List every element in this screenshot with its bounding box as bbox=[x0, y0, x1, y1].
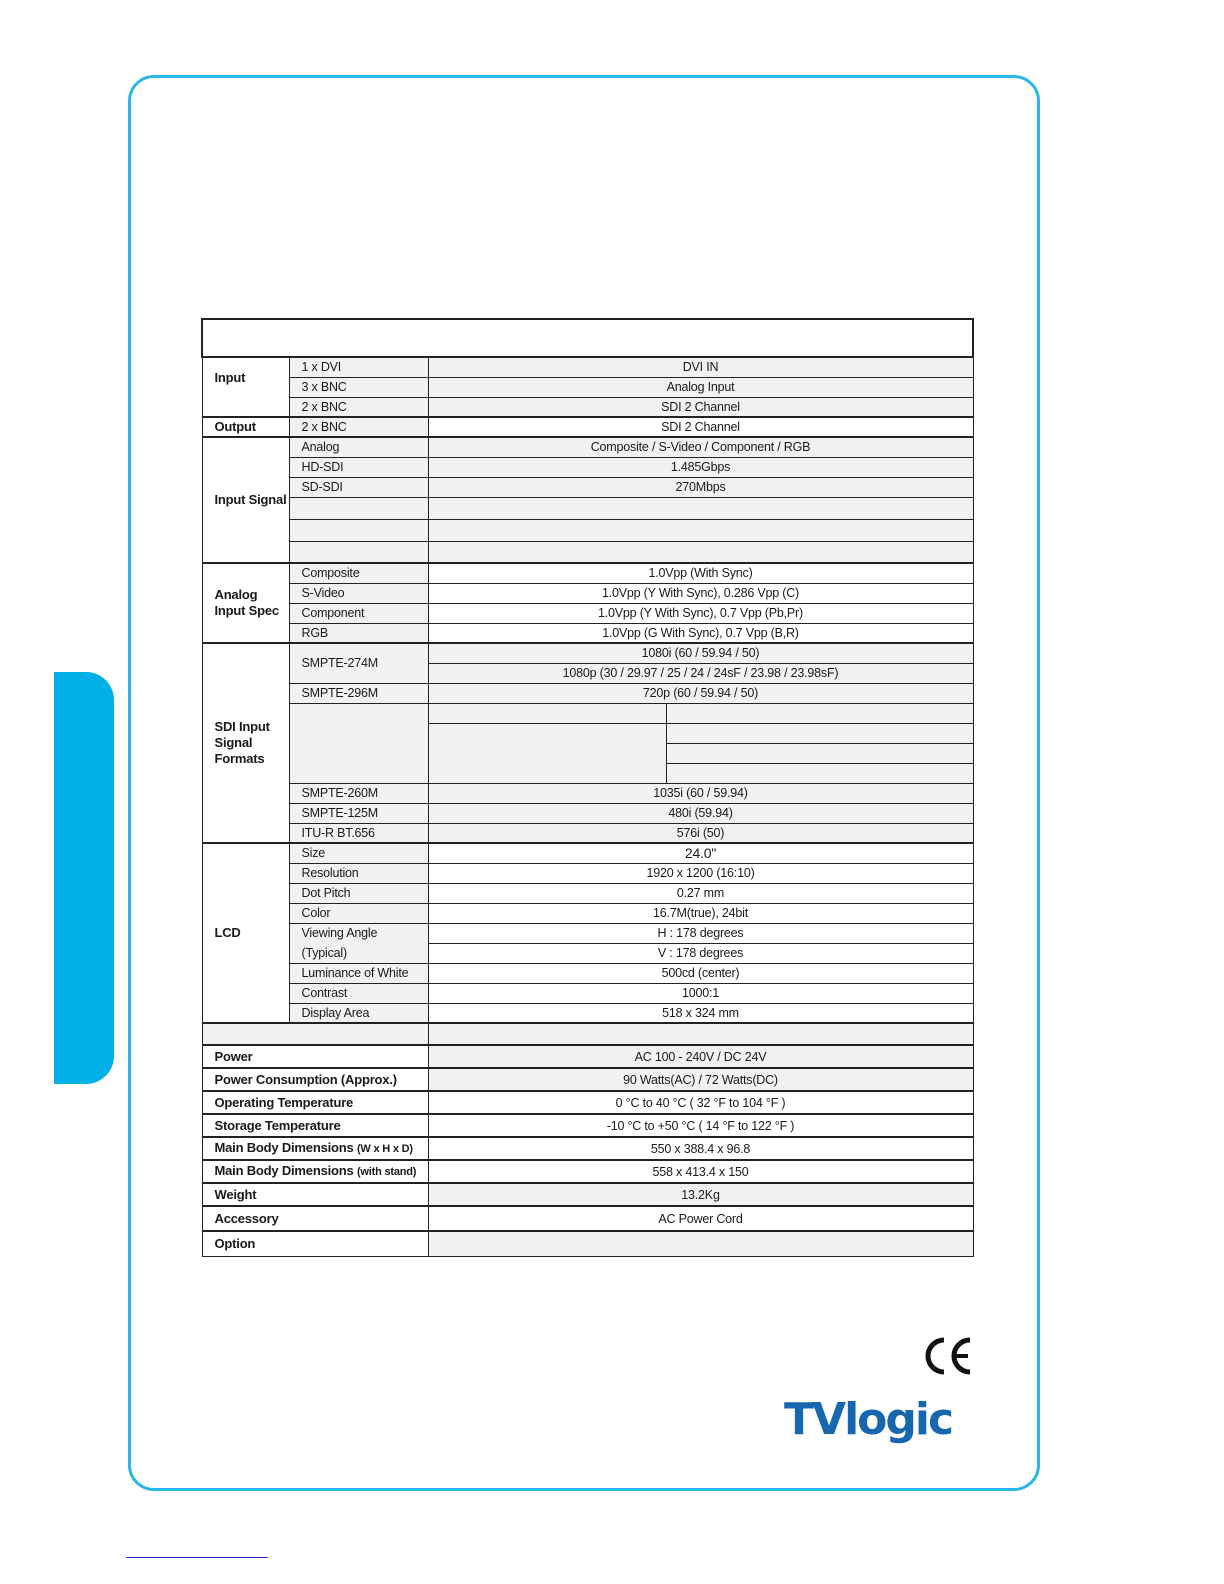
table-row bbox=[202, 703, 973, 723]
row-label: Display Area bbox=[289, 1003, 428, 1023]
label-text: Main Body Dimensions bbox=[214, 1163, 354, 1178]
row-value: 1.0Vpp (With Sync) bbox=[428, 563, 973, 583]
table-row bbox=[202, 1068, 973, 1091]
category-input: Input bbox=[202, 357, 289, 417]
row-label: Analog bbox=[289, 437, 428, 457]
row-label: 3 x BNC bbox=[289, 377, 428, 397]
value-operating-temperature: 0 °C to 40 °C ( 32 °F to 104 °F ) bbox=[428, 1091, 973, 1114]
table-row bbox=[202, 643, 973, 663]
table-row bbox=[202, 683, 973, 703]
table-header bbox=[202, 319, 973, 357]
table-row bbox=[202, 603, 973, 623]
value-main-body-dimensions: 550 x 388.4 x 96.8 bbox=[428, 1137, 973, 1160]
table-row bbox=[202, 477, 973, 497]
footer-line bbox=[126, 1557, 268, 1558]
row-label: Resolution bbox=[289, 863, 428, 883]
table-row bbox=[202, 519, 973, 541]
table-row bbox=[202, 437, 973, 457]
value-option bbox=[428, 1231, 973, 1256]
table-row bbox=[202, 1023, 973, 1045]
row-label: ITU-R BT.656 bbox=[289, 823, 428, 843]
label-text: Main Body Dimensions bbox=[214, 1140, 354, 1155]
row-label: 2 x BNC bbox=[289, 417, 428, 437]
row-value: 1.485Gbps bbox=[428, 457, 973, 477]
table-row bbox=[202, 843, 973, 863]
row-value: Analog Input bbox=[428, 377, 973, 397]
table-row bbox=[202, 863, 973, 883]
table-row bbox=[202, 923, 973, 943]
table-row bbox=[202, 1114, 973, 1137]
row-value: DVI IN bbox=[428, 357, 973, 377]
category-input-signal: Input Signal bbox=[202, 437, 289, 563]
value-storage-temperature: -10 °C to +50 °C ( 14 °F to 122 °F ) bbox=[428, 1114, 973, 1137]
category-lcd: LCD bbox=[202, 843, 289, 1023]
ce-mark-icon bbox=[922, 1336, 974, 1376]
table-row bbox=[202, 903, 973, 923]
table-row bbox=[202, 457, 973, 477]
table-row bbox=[202, 1045, 973, 1068]
row-value: 1000:1 bbox=[428, 983, 973, 1003]
category-sdi-input-signal-formats: SDI Input Signal Formats bbox=[202, 643, 289, 843]
label-suffix: (with stand) bbox=[356, 1166, 417, 1178]
table-header-row bbox=[202, 319, 973, 357]
side-tab bbox=[54, 672, 114, 1084]
row-value: SDI 2 Channel bbox=[428, 417, 973, 437]
table-row bbox=[202, 417, 973, 437]
table-row bbox=[202, 541, 973, 563]
row-value: 576i (50) bbox=[428, 823, 973, 843]
table-row bbox=[202, 823, 973, 843]
category-output: Output bbox=[202, 417, 289, 437]
table-row bbox=[202, 497, 973, 519]
category-analog-input-spec: Analog Input Spec bbox=[202, 563, 289, 643]
label-main-body-dimensions bbox=[202, 1137, 428, 1160]
row-value: 720p (60 / 59.94 / 50) bbox=[428, 683, 973, 703]
table-row bbox=[202, 583, 973, 603]
row-value: 1080i (60 / 59.94 / 50) bbox=[428, 643, 973, 663]
value-power: AC 100 - 240V / DC 24V bbox=[428, 1045, 973, 1068]
row-value: Composite / S-Video / Component / RGB bbox=[428, 437, 973, 457]
value-weight: 13.2Kg bbox=[428, 1183, 973, 1206]
table-row bbox=[202, 1137, 973, 1160]
table-row bbox=[202, 783, 973, 803]
row-value: 1035i (60 / 59.94) bbox=[428, 783, 973, 803]
row-value: 1.0Vpp (Y With Sync), 0.7 Vpp (Pb,Pr) bbox=[428, 603, 973, 623]
row-label: SMPTE-274M bbox=[289, 643, 428, 683]
table-row bbox=[202, 803, 973, 823]
table-row bbox=[202, 1183, 973, 1206]
row-label: SMPTE-125M bbox=[289, 803, 428, 823]
table-row bbox=[202, 1160, 973, 1183]
row-label: (Typical) bbox=[289, 943, 428, 963]
table-row bbox=[202, 357, 973, 377]
row-label: SMPTE-296M bbox=[289, 683, 428, 703]
row-label: Viewing Angle bbox=[289, 923, 428, 943]
value-accessory: AC Power Cord bbox=[428, 1206, 973, 1231]
row-value: 500cd (center) bbox=[428, 963, 973, 983]
row-label: Composite bbox=[289, 563, 428, 583]
row-value: 0.27 mm bbox=[428, 883, 973, 903]
tvlogic-logo: TVlogic bbox=[784, 1394, 953, 1445]
row-label: Size bbox=[289, 843, 428, 863]
row-label: Component bbox=[289, 603, 428, 623]
table-row bbox=[202, 983, 973, 1003]
row-value: 1.0Vpp (G With Sync), 0.7 Vpp (B,R) bbox=[428, 623, 973, 643]
table-row bbox=[202, 1231, 973, 1256]
row-value: 518 x 324 mm bbox=[428, 1003, 973, 1023]
row-label: SD-SDI bbox=[289, 477, 428, 497]
row-value: 480i (59.94) bbox=[428, 803, 973, 823]
table-row bbox=[202, 1206, 973, 1231]
row-label: Luminance of White bbox=[289, 963, 428, 983]
value-power-consumption: 90 Watts(AC) / 72 Watts(DC) bbox=[428, 1068, 973, 1091]
label-option: Option bbox=[202, 1231, 428, 1256]
row-label: HD-SDI bbox=[289, 457, 428, 477]
table-row bbox=[202, 623, 973, 643]
label-suffix: (W x H x D) bbox=[356, 1143, 413, 1155]
table-row bbox=[202, 377, 973, 397]
row-label: 2 x BNC bbox=[289, 397, 428, 417]
row-value: 1.0Vpp (Y With Sync), 0.286 Vpp (C) bbox=[428, 583, 973, 603]
row-label: 1 x DVI bbox=[289, 357, 428, 377]
row-label: RGB bbox=[289, 623, 428, 643]
table-row bbox=[202, 563, 973, 583]
label-weight: Weight bbox=[202, 1183, 428, 1206]
row-label: Dot Pitch bbox=[289, 883, 428, 903]
row-value: 16.7M(true), 24bit bbox=[428, 903, 973, 923]
row-label: Contrast bbox=[289, 983, 428, 1003]
row-value: H : 178 degrees bbox=[428, 923, 973, 943]
table-row bbox=[202, 883, 973, 903]
label-main-body-dimensions-stand bbox=[202, 1160, 428, 1183]
row-value: 1920 x 1200 (16:10) bbox=[428, 863, 973, 883]
label-operating-temperature: Operating Temperature bbox=[202, 1091, 428, 1114]
table-row bbox=[202, 943, 973, 963]
table-row bbox=[202, 1003, 973, 1023]
row-value: SDI 2 Channel bbox=[428, 397, 973, 417]
row-value: 24.0" bbox=[428, 843, 973, 863]
label-power: Power bbox=[202, 1045, 428, 1068]
spec-table bbox=[201, 318, 974, 1257]
label-power-consumption: Power Consumption (Approx.) bbox=[202, 1068, 428, 1091]
row-label: Color bbox=[289, 903, 428, 923]
row-label: SMPTE-260M bbox=[289, 783, 428, 803]
table-row bbox=[202, 397, 973, 417]
label-storage-temperature: Storage Temperature bbox=[202, 1114, 428, 1137]
row-value: 1080p (30 / 29.97 / 25 / 24 / 24sF / 23.98 / 23.98sF) bbox=[428, 663, 973, 683]
row-value: V : 178 degrees bbox=[428, 943, 973, 963]
table-row bbox=[202, 963, 973, 983]
table-row bbox=[202, 1091, 973, 1114]
value-main-body-dimensions-stand: 558 x 413.4 x 150 bbox=[428, 1160, 973, 1183]
label-accessory: Accessory bbox=[202, 1206, 428, 1231]
row-label: S-Video bbox=[289, 583, 428, 603]
row-value: 270Mbps bbox=[428, 477, 973, 497]
